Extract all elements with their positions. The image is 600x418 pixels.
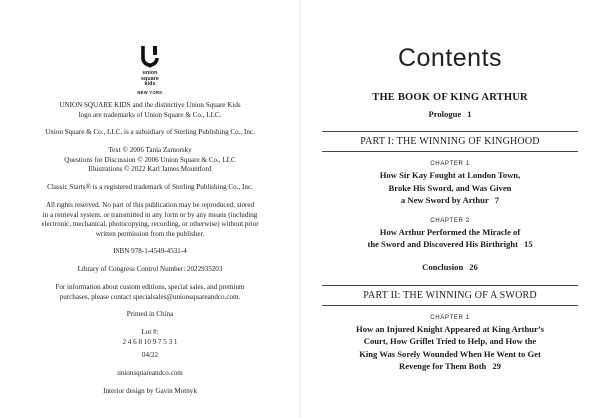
contents-page (300, 0, 600, 418)
copyright-line: For information about custom editions, special sales, and premium (55, 283, 245, 292)
entry-line (300, 194, 600, 206)
copyright-block (20, 101, 280, 405)
entry-title: Conclusion (422, 261, 464, 272)
chapter-label: CHAPTER 1 (430, 160, 470, 168)
website: unionsquareandco.com (117, 369, 183, 378)
copyright-line: written permission from the publisher. (95, 229, 205, 238)
page-number: 26 (469, 261, 478, 272)
copyright-line: All rights reserved. No part of this publication may be reproduced, stored (45, 200, 255, 209)
copyright-line: Questions for Discussion © 2006 Union Square & Co., LLC (64, 155, 236, 164)
entry-line: How Arthur Performed the Miracle of (379, 227, 521, 238)
printing-line: 2 4 6 8 10 9 7 5 3 1 (122, 337, 178, 346)
logo-word: kids (144, 81, 156, 88)
copyright-line: purchases, please contact specialsales@unionsquareandco.com. (59, 292, 241, 301)
union-square-kids-logo-icon (141, 44, 159, 68)
divider (322, 131, 578, 132)
lot-info (20, 328, 280, 347)
toc-entry (300, 226, 600, 251)
copyright-line: Text © 2006 Tania Zamorsky (108, 146, 192, 155)
logo-wordmark (0, 71, 300, 88)
copyright-line: logo are trademarks of Union Square & Co., LLC. (78, 110, 222, 119)
credits (20, 146, 280, 175)
divider (322, 305, 578, 306)
table-of-contents (300, 92, 600, 372)
logo-word: union (142, 70, 158, 76)
page-title: Contents (397, 44, 503, 72)
printed-in: Printed in China (126, 310, 174, 319)
page-number: 7 (494, 194, 500, 205)
lot-label: Lot #: (141, 328, 159, 337)
entry-line (300, 238, 600, 250)
entry-title: Prologue (428, 109, 462, 119)
page-number: 1 (467, 109, 472, 119)
print-date: 04/22 (141, 351, 159, 360)
rights-notice (20, 201, 280, 239)
logo-city: NEW YORK (137, 89, 163, 95)
divider (322, 151, 578, 152)
part-title: PART II: THE WINNING OF A SWORD (363, 290, 537, 302)
copyright-line: electronic, mechanical, photocopying, recording, or otherwise) without prior (41, 220, 259, 229)
subsidiary-notice: Union Square & Co., LLC, is a subsidiary of Sterling Publishing Co., Inc. (45, 128, 255, 137)
copyright-line: in a retrieval system, or transmitted in any form or by any means (including (42, 210, 258, 219)
toc-entry (300, 169, 600, 206)
entry-line: Court, How Griflet Tried to Help, and How the (363, 336, 537, 347)
part-title: PART I: THE WINNING OF KINGHOOD (360, 136, 540, 148)
classic-starts-notice: Classic Starts® is a registered trademark of Sterling Publishing Co., Inc. (47, 183, 253, 192)
chapter-label: CHAPTER 2 (430, 217, 470, 225)
entry-line-text: the Sword and Discovered His Birthright (367, 239, 518, 250)
page-number: 15 (523, 239, 533, 250)
isbn: ISBN 978-1-4549-4531-4 (113, 247, 187, 256)
toc-entry (300, 323, 600, 372)
copyright-line: Illustrations © 2022 Karl James Mountford (88, 165, 212, 174)
entry-line: King Was Sorely Wounded When He Went to Get (359, 348, 541, 359)
entry-line-text: a New Sword by Arthur (400, 194, 489, 205)
chapter-label: CHAPTER 1 (430, 314, 470, 322)
entry-line: Broke His Sword, and Was Given (388, 182, 512, 193)
publisher-logo (0, 44, 300, 95)
page-number: 29 (492, 360, 501, 371)
book-title: THE BOOK OF KING ARTHUR (372, 92, 528, 103)
entry-line: How Sir Kay Fought at London Town, (379, 170, 521, 181)
copyright-line: UNION SQUARE KIDS and the distinctive Union Square Kids (59, 101, 241, 109)
logo-word: square (141, 75, 159, 82)
entry-line: How an Injured Knight Appeared at King Arthur’s (356, 324, 544, 335)
divider (322, 285, 578, 286)
lccn: Library of Congress Control Number: 2022935203 (77, 265, 223, 274)
trademark-notice (20, 101, 280, 120)
toc-entry-conclusion (300, 261, 600, 273)
interior-design-credit: Interior design by Gavin Motnyk (103, 386, 197, 395)
entry-line (300, 360, 600, 372)
toc-entry-prologue (300, 108, 600, 120)
entry-line-text: Revenge for Them Both (399, 360, 487, 371)
sales-notice (20, 283, 280, 302)
